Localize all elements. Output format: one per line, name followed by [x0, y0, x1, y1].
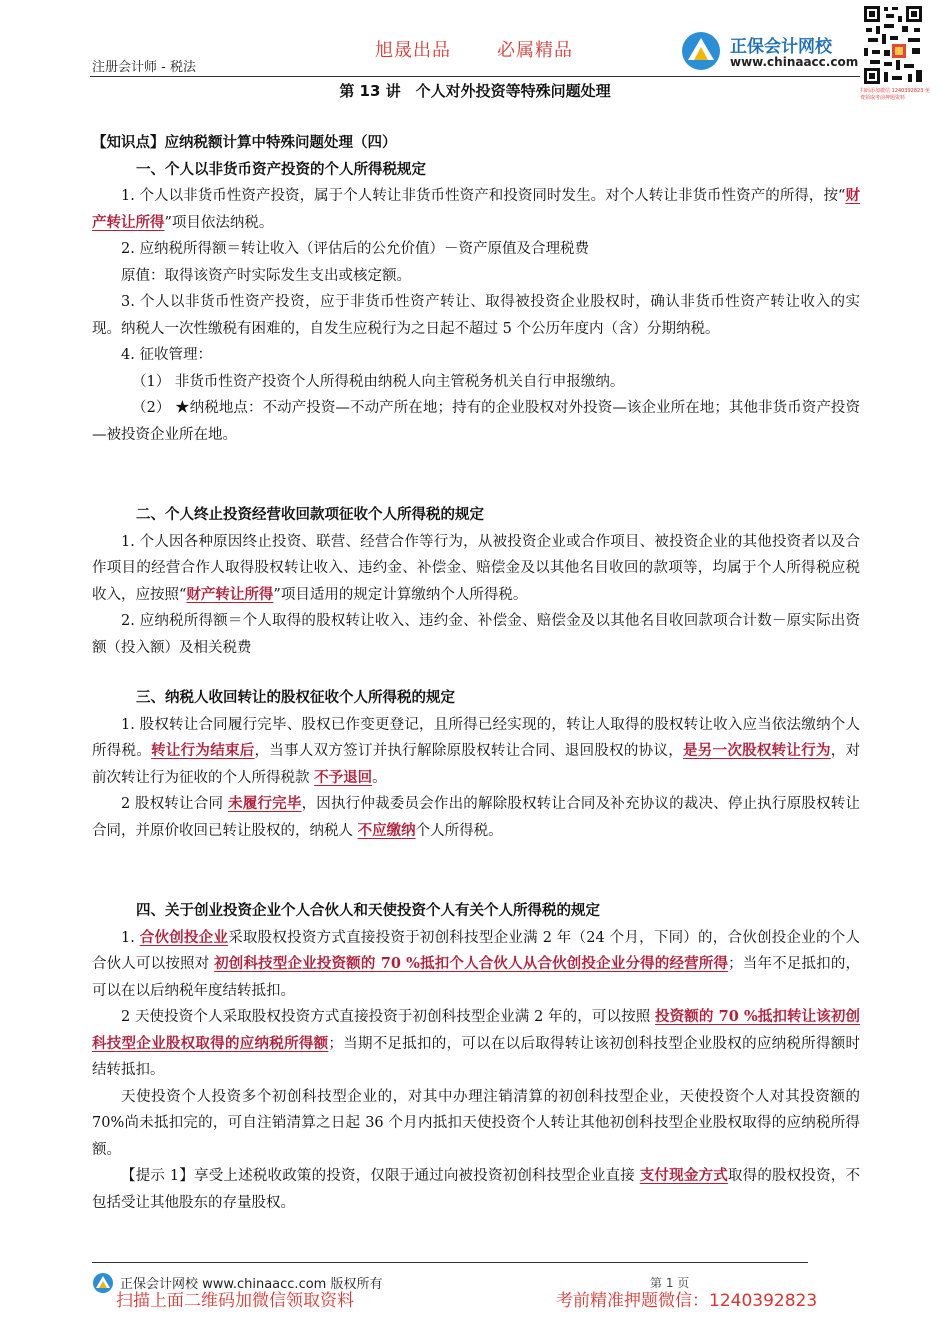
- promo-left: 扫描上面二维码加微信领取资料: [116, 1291, 354, 1311]
- section-3-title: 三、纳税人收回转让的股权征收个人所得税的规定: [136, 690, 455, 706]
- section-2-title: 二、个人终止投资经营收回款项征收个人所得税的规定: [136, 507, 484, 523]
- section-4-paragraph: 1. 合伙创投企业采取股权投资方式直接投资于初创科技型企业满 2 年（24 个月，下同）的，合伙创投企业的个人合伙人可以按照对 初创科技型企业投资额的 70 %抵扣个人合伙人从合伙创投企业分得的经营所得；当年不足抵扣的，可以在以后纳税年度结转抵扣。: [92, 928, 861, 999]
- section-1-paragraph: 2. 应纳税所得额＝转让收入（评估后的公允价值）－资产原值及合理税费: [121, 241, 589, 257]
- section-2-paragraph: 1. 个人因各种原因终止投资、联营、经营合作等行为，从被投资企业或合作项目、被投资企业的其他投资者以及合作项目的经营合作人取得股权转让收入、违约金、补偿金、赔偿金及以其他名目收回的款项等，均属于个人所得税应税收入，应按照“财产转让所得”项目适用的规定计算缴纳个人所得税。: [92, 533, 860, 603]
- section-3-paragraph: 2 股权转让合同 未履行完毕，因执行仲裁委员会作出的解除股权转让合同及补充协议的裁决、停止执行原股权转让合同，并原价收回已转让股权的，纳税人 不应缴纳个人所得税。: [92, 795, 861, 839]
- lecture-title: 第 13 讲 个人对外投资等特殊问题处理: [339, 82, 611, 100]
- section-2-paragraph: 2. 应纳税所得额＝个人取得的股权转让收入、违约金、补偿金、赔偿金及以其他名目收回款项合计数－原实际出资额（投入额）及相关税费: [92, 613, 860, 656]
- highlight-term: 支付现金方式: [639, 1167, 728, 1184]
- highlight-term: 财产转让所得: [92, 187, 861, 231]
- highlight-term: 未履行完毕: [228, 795, 302, 812]
- footer-copyright: 正保会计网校 www.chinaacc.com 版权所有: [120, 1277, 383, 1292]
- document-body: [92, 130, 860, 1216]
- logo-name: 正保会计网校: [730, 37, 832, 57]
- highlight-term: 转让行为结束后: [151, 742, 255, 759]
- section-4-paragraph: 2 天使投资个人采取股权投资方式直接投资于初创科技型企业满 2 年的，可以按照 投资额的 70 %抵扣转让该初创科技型企业股权取得的应纳税所得额；当期不足抵扣的，可以在以后取得转让该初创科技型企业股权的应纳税所得额时结转抵扣。: [92, 1008, 860, 1078]
- promo-right: 考前精准押题微信：1240392823: [556, 1291, 818, 1311]
- section-1-paragraph: （1） 非货币性资产投资个人所得税由纳税人向主管税务机关自行申报缴纳。: [132, 373, 625, 390]
- qr-code-icon: [862, 4, 924, 86]
- section-4-paragraph: 【提示 1】享受上述税收政策的投资，仅限于通过向被投资初创科技型企业直接 支付现金方式取得的股权投资，不包括受让其他股东的存量股权。: [92, 1167, 860, 1211]
- section-1-paragraph: 4. 征收管理：: [121, 347, 212, 363]
- stamp-right: 必属精品: [497, 40, 573, 61]
- highlight-term: 财产转让所得: [186, 585, 274, 603]
- section-1-title: 一、个人以非货币资产投资的个人所得税规定: [136, 161, 426, 178]
- highlight-term: 不应缴纳: [357, 821, 416, 839]
- section-1-paragraph: （2） ★纳税地点：不动产投资—不动产所在地；持有的企业股权对外投资—该企业所在地；其他非货币资产投资—被投资企业所在地。: [92, 400, 860, 443]
- highlight-term: 投资额的 70 %抵扣转让该初创科技型企业股权取得的应纳税所得额: [92, 1008, 860, 1052]
- logo-url: www.chinaacc.com: [730, 55, 859, 69]
- highlight-term: 合伙创投企业: [139, 928, 229, 946]
- highlight-term: 不予退回: [314, 768, 373, 786]
- section-4-title: 四、关于创业投资企业个人合伙人和天使投资个人有关个人所得税的规定: [136, 903, 600, 919]
- header-rule: [90, 76, 860, 77]
- section-1-paragraph: 1. 个人以非货币性资产投资，属于个人转让非货币性资产和投资同时发生。对个人转让非货币性资产的所得，按“财产转让所得”项目依法纳税。: [92, 187, 861, 231]
- footer-logo-icon: [92, 1272, 114, 1294]
- section-1-paragraph: 原值：取得该资产时实际发生支出或核定额。: [121, 267, 411, 284]
- knowledge-point-title: 【知识点】应纳税额计算中特殊问题处理（四）: [92, 135, 397, 151]
- section-1-paragraph: 3. 个人以非货币性资产投资，应于非货币性资产转让、取得被投资企业股权时，确认非货币性资产转让收入的实现。纳税人一次性缴税有困难的，自发生应税行为之日起不超过 5 个公历年度内（含）分期纳税。: [92, 294, 860, 337]
- highlight-term: 是另一次股权转让行为: [683, 742, 831, 759]
- section-4-paragraph: 天使投资个人投资多个初创科技型企业的，对其中办理注销清算的初创科技型企业，天使投资个人对其投资额的 70%尚未抵扣完的，可自注销清算之日起 36 个月内抵扣天使投资个人转让其他初创科技型企业股权取得的应纳税所得额。: [92, 1088, 860, 1158]
- stamp-left: 旭晟出品: [375, 40, 451, 61]
- qr-caption: 扫码添加微信 1240392823 免费领取考前押题资料: [860, 88, 930, 101]
- highlight-term: 初创科技型企业投资额的 70 %抵扣个人合伙人从合伙创投企业分得的经营所得: [214, 955, 729, 972]
- page-number: 第 1 页: [650, 1276, 690, 1290]
- section-3-paragraph: 1. 股权转让合同履行完毕、股权已作变更登记，且所得已经实现的，转让人取得的股权转让收入应当依法缴纳个人所得税。转让行为结束后，当事人双方签订并执行解除原股权转让合同、退回股权的协议，是另一次股权转让行为，对前次转让行为征收的个人所得税款 不予退回。: [92, 716, 861, 786]
- logo-icon: [680, 30, 726, 72]
- footer-rule: [92, 1262, 808, 1263]
- course-name: 注册会计师 - 税法: [92, 60, 196, 75]
